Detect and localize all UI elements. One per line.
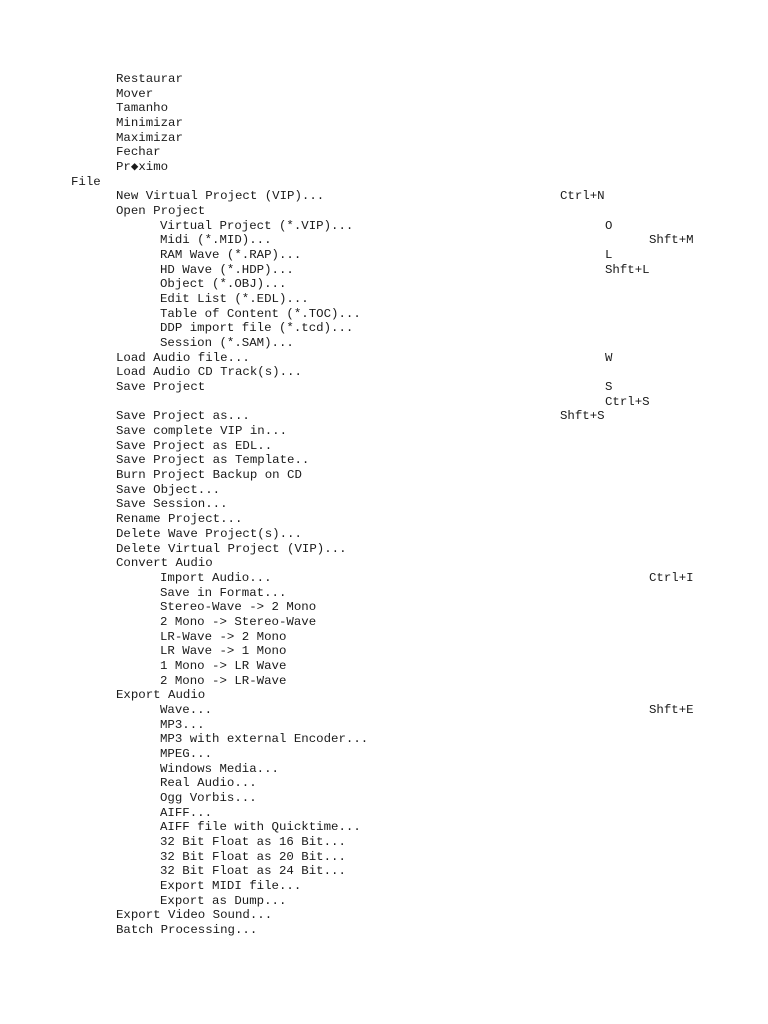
menu-line [0,292,768,307]
menu-line [0,571,768,586]
menu-line [0,219,768,234]
menu-line-label: Minimizar [116,116,183,131]
menu-line-label: HD Wave (*.HDP)... [160,262,294,277]
menu-line [0,688,768,703]
menu-line-label: RAM Wave (*.RAP)... [160,248,302,263]
menu-line [0,630,768,645]
menu-line [0,527,768,542]
menu-line-label: Export Audio [116,688,206,703]
menu-line [0,189,768,204]
menu-line [0,277,768,292]
menu-line [0,87,768,102]
menu-line-label: 2 Mono -> Stereo-Wave [160,614,317,629]
menu-line-label: Delete Virtual Project (VIP)... [116,541,347,556]
menu-line [0,307,768,322]
menu-line [0,483,768,498]
menu-line [0,204,768,219]
menu-line-label: Export Video Sound... [116,908,273,923]
menu-line [0,923,768,938]
menu-line [0,336,768,351]
menu-line [0,424,768,439]
menu-line-label: Midi (*.MID)... [160,233,272,248]
menu-line [0,542,768,557]
menu-line [0,101,768,116]
menu-line-label: MP3... [160,717,205,732]
menu-line-label: Tamanho [116,101,169,116]
menu-line [0,703,768,718]
menu-line-shortcut: O [605,218,613,233]
menu-line-label: Maximizar [116,130,183,145]
menu-line [0,776,768,791]
menu-line [0,864,768,879]
menu-line-shortcut: Shft+E [649,702,694,717]
menu-line [0,586,768,601]
menu-line [0,908,768,923]
menu-line [0,160,768,175]
menu-line-label: Session (*.SAM)... [160,336,294,351]
menu-line-label: Delete Wave Project(s)... [116,526,302,541]
menu-line-shortcut: L [605,248,613,263]
menu-line-shortcut: Shft+L [605,262,650,277]
menu-line [0,248,768,263]
menu-line-label: AIFF file with Quicktime... [160,820,361,835]
menu-line-label: Table of Content (*.TOC)... [160,306,361,321]
menu-line-label: Rename Project... [116,512,243,527]
menu-line-label: AIFF... [160,805,213,820]
menu-line [0,732,768,747]
menu-line-label: Load Audio CD Track(s)... [116,365,302,380]
menu-line [0,850,768,865]
menu-line-label: Fechar [116,145,161,160]
menu-line [0,615,768,630]
menu-line [0,512,768,527]
menu-line [0,131,768,146]
menu-line [0,380,768,395]
menu-line [0,894,768,909]
menu-line-label: Windows Media... [160,761,279,776]
menu-line [0,600,768,615]
menu-line [0,395,768,410]
menu-line [0,72,768,87]
menu-line [0,351,768,366]
menu-line [0,453,768,468]
menu-line-label: Export MIDI file... [160,878,302,893]
menu-line-label: Save Object... [116,482,221,497]
menu-line [0,835,768,850]
menu-line-label: Save Session... [116,497,228,512]
menu-line-label: New Virtual Project (VIP)... [116,189,325,204]
menu-line [0,263,768,278]
menu-line [0,820,768,835]
menu-listing-document [0,72,768,938]
menu-line [0,556,768,571]
menu-line-label: Edit List (*.EDL)... [160,292,309,307]
menu-line [0,468,768,483]
menu-line-label: Convert Audio [116,556,213,571]
menu-line-label: 1 Mono -> LR Wave [160,658,287,673]
menu-line-label: Wave... [160,702,213,717]
menu-line-label: 2 Mono -> LR-Wave [160,673,287,688]
menu-line [0,806,768,821]
menu-line-label: Export as Dump... [160,893,287,908]
menu-line-label: 32 Bit Float as 24 Bit... [160,864,346,879]
menu-line [0,321,768,336]
menu-line [0,365,768,380]
menu-line-label: LR Wave -> 1 Mono [160,644,287,659]
menu-line-label: Virtual Project (*.VIP)... [160,218,354,233]
menu-line [0,409,768,424]
menu-line-label: Mover [116,86,154,101]
menu-line [0,233,768,248]
menu-line [0,497,768,512]
menu-line-shortcut: Ctrl+N [560,189,605,204]
menu-line [0,674,768,689]
menu-line-label: Import Audio... [160,570,272,585]
menu-line-shortcut: Shft+M [649,233,694,248]
menu-line-label: Save Project [116,380,206,395]
menu-line-label: Ogg Vorbis... [160,790,257,805]
menu-line-label: MP3 with external Encoder... [160,732,369,747]
menu-line-label: Pr◆ximo [116,160,169,175]
menu-line-label: LR-Wave -> 2 Mono [160,629,287,644]
menu-line-label: Save Project as EDL.. [116,438,273,453]
menu-line [0,747,768,762]
menu-line-label: Stereo-Wave -> 2 Mono [160,600,317,615]
menu-line-label: Object (*.OBJ)... [160,277,287,292]
menu-line [0,791,768,806]
menu-line [0,659,768,674]
menu-line-shortcut: Shft+S [560,409,605,424]
menu-line [0,175,768,190]
menu-line-label: Save in Format... [160,585,287,600]
menu-line [0,116,768,131]
menu-line-label: Save Project as... [116,409,250,424]
menu-line-label: Save Project as Template.. [116,453,310,468]
menu-line-label: Restaurar [116,72,183,86]
menu-line [0,762,768,777]
menu-line [0,644,768,659]
menu-line-label: Batch Processing... [116,922,258,937]
menu-line-label: Load Audio file... [116,350,250,365]
menu-line-label: 32 Bit Float as 20 Bit... [160,849,346,864]
menu-line-label: File [71,174,101,189]
menu-line-label: Burn Project Backup on CD [116,468,302,483]
menu-line-label: DDP import file (*.tcd)... [160,321,354,336]
menu-line-label: Real Audio... [160,776,257,791]
menu-line-shortcut: S [605,380,613,395]
menu-line-shortcut: W [605,350,613,365]
menu-line-label: MPEG... [160,746,213,761]
menu-line-label: Save complete VIP in... [116,424,288,439]
menu-line-label: 32 Bit Float as 16 Bit... [160,834,346,849]
menu-line-label: Open Project [116,204,206,219]
menu-line [0,439,768,454]
menu-line [0,879,768,894]
menu-line [0,718,768,733]
menu-line [0,145,768,160]
menu-line-shortcut: Ctrl+I [649,570,694,585]
menu-line-shortcut: Ctrl+S [605,394,650,409]
